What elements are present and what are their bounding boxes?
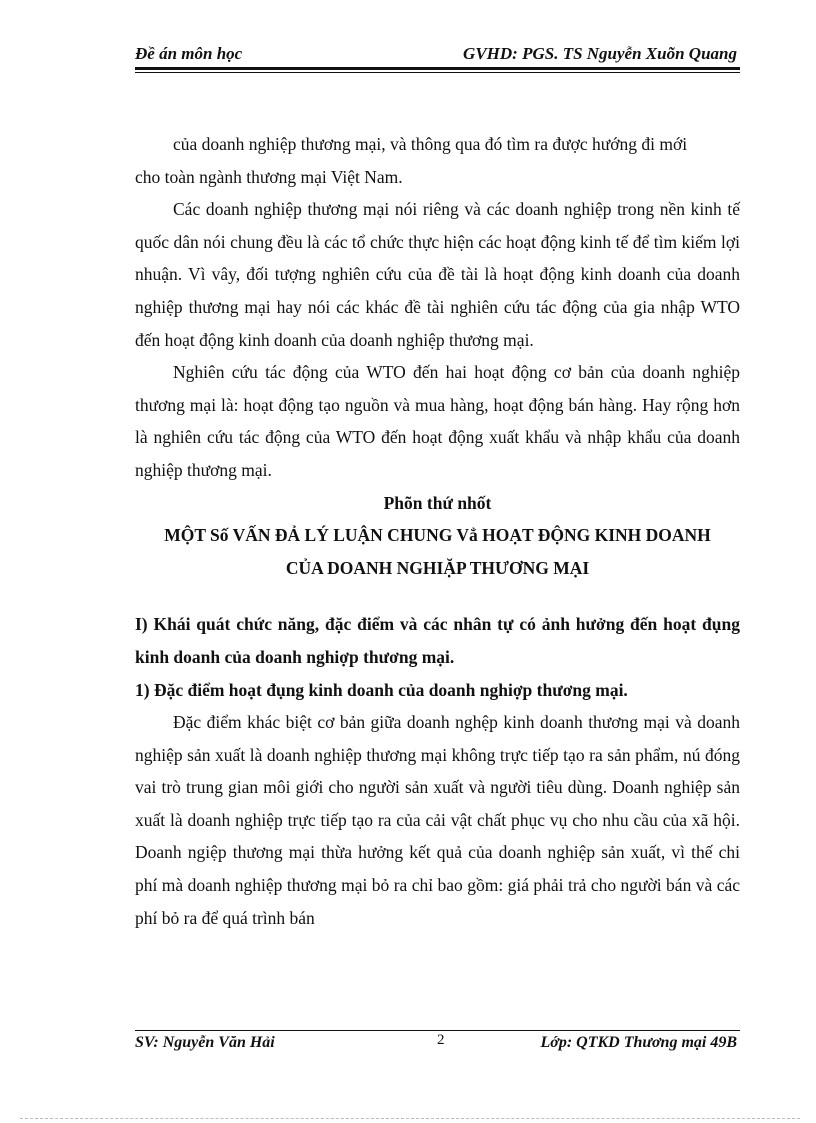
- chapter-title-line2: CỦA DOANH NGHIẶP THƯƠNG MẠI: [285, 557, 590, 578]
- footer-class: Lớp: QTKD Thương mại 49B: [540, 1034, 737, 1051]
- paragraph-research-object: Các doanh nghiệp thương mại nói riêng và các doanh nghiệp trong nền kinh tế quốc dân nói chung đều là các tổ chức thực hiện các hoạt động kinh tế để tìm kiếm lợi nhuận. Vì vây, đối tượng nghiên cứu của đề tài là hoạt động kinh doanh của doanh nghiệp thương mại hay nói các khác đề tài nghiên cứu tác động của gia nhập WTO đến hoạt động kinh doanh của doanh nghiệp thương mại.: [135, 199, 740, 350]
- part-title: Phõn thứ nhốt: [383, 492, 492, 513]
- paragraph-characteristics: Đặc điểm khác biệt cơ bản giữa doanh nghệp kinh doanh thương mại và doanh nghiệp sản xuất là doanh nghiệp thương mại không trực tiếp tạo ra sản phẩm, nú đóng vai trò trung gian môi giới cho người sản xuất và người tiêu dùng. Doanh nghiệp sản xuất là doanh nghiệp trực tiếp tạo ra của cải vật chất phục vụ cho nhu cầu của xã hội. Doanh ngiệp thương mại thừa hưởng kết quả của doanh nghiệp sản xuất, vì thế chi phí mà doanh nghiệp thương mại bỏ ra chỉ bao gồm: giá phải trả cho người bán và các phí bỏ ra để quá trình bán: [135, 712, 740, 928]
- header-rule: [135, 67, 740, 73]
- page-content: [135, 128, 740, 934]
- header-supervisor: GVHD: PGS. TS Nguyễn Xuõn Quang: [463, 44, 737, 63]
- page-break-divider: [20, 1118, 800, 1119]
- paragraph-continuation-line2: cho toàn ngành thương mại Việt Nam.: [135, 166, 403, 187]
- header-course-title: Đề án môn học: [135, 44, 243, 63]
- footer-rule: [135, 1030, 740, 1031]
- spacer: [135, 584, 740, 608]
- paragraph-continuation-line1: của doanh nghiệp thương mại, và thông qua đó tìm ra được hướng đi mới: [173, 134, 688, 154]
- page-number: 2: [437, 1032, 445, 1048]
- page-footer: [135, 1034, 740, 1056]
- footer-student: SV: Nguyễn Văn Hải: [135, 1034, 275, 1051]
- subsection-heading-1: 1) Đặc điểm hoạt đụng kinh doanh của doanh nghiợp thương mại.: [135, 679, 628, 700]
- chapter-title-line1: MỘT Số VẤN ĐẢ LÝ LUẬN CHUNG Vẳ HOẠT ĐỘNG KINH DOANH: [164, 525, 711, 546]
- page-header: [135, 44, 740, 68]
- section-heading-1: I) Khái quát chức năng, đặc điểm và các nhân tự có ảnh hưởng đến hoạt đụng kinh doanh của doanh nghiợp thương mại.: [135, 614, 740, 667]
- paragraph-research-scope: Nghiên cứu tác động của WTO đến hai hoạt động cơ bản của doanh nghiệp thương mại là: hoạt động tạo nguồn và mua hàng, hoạt động bán hàng. Hay rộng hơn là nghiên cứu tác động của WTO đến hoạt động xuất khẩu và nhập khẩu của doanh nghiệp thương mại.: [135, 362, 740, 480]
